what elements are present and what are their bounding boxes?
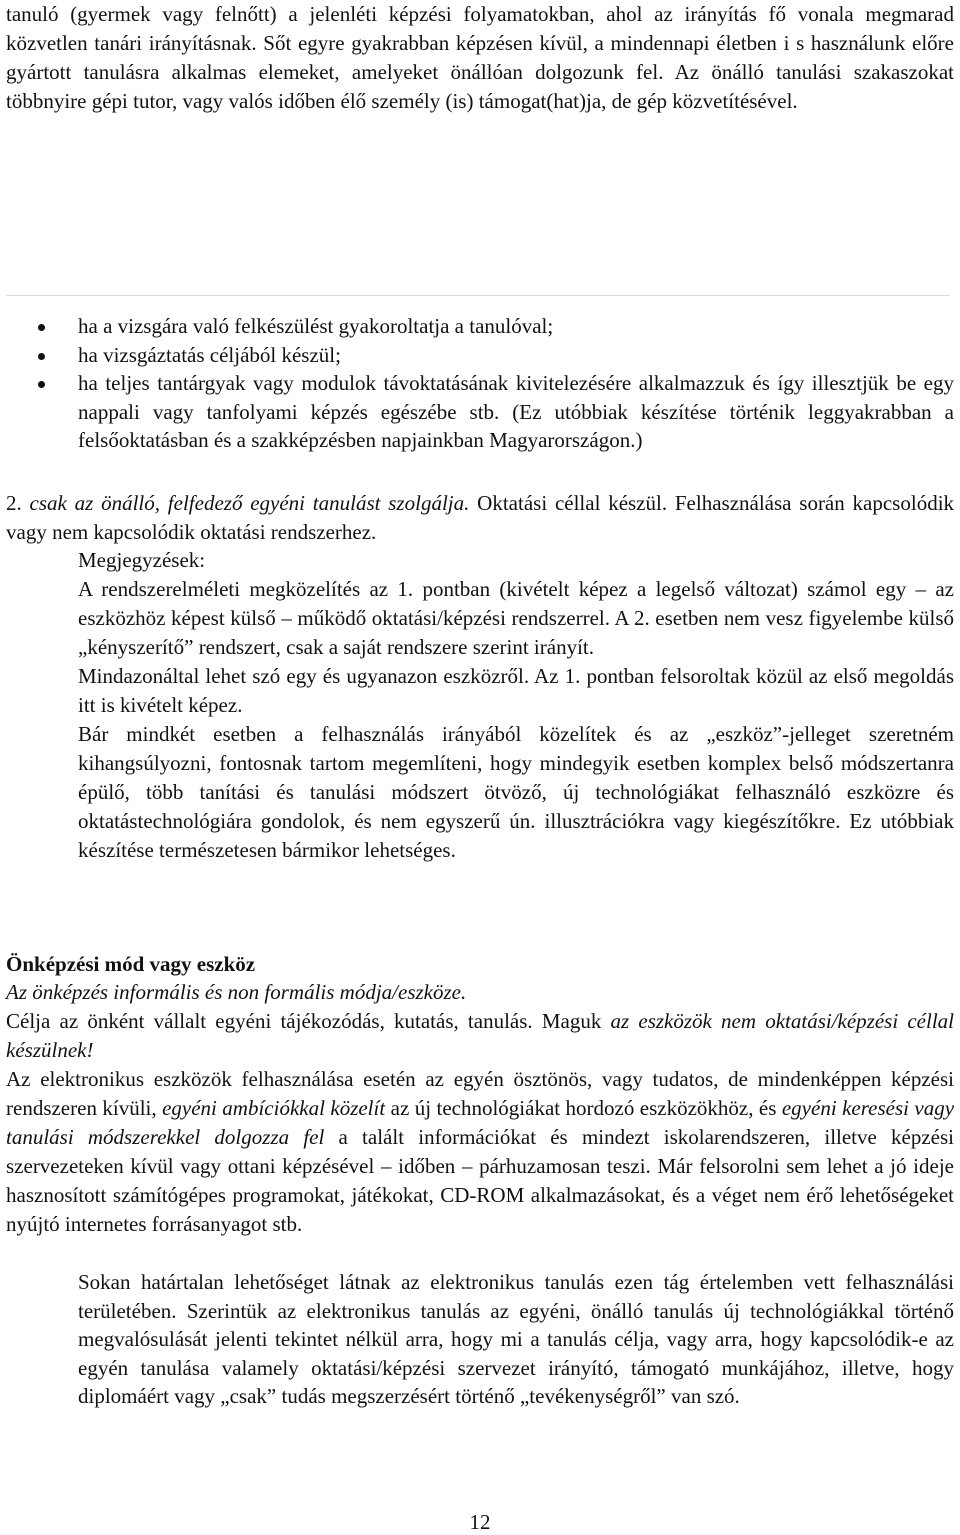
notes-block — [78, 546, 954, 865]
bullet-list — [0, 312, 954, 455]
page-number: 12 — [469, 1510, 491, 1534]
section-2-number: 2. — [6, 491, 22, 515]
self-study-line1: Az önképzés informális és non formális módja/eszköze. — [6, 980, 467, 1004]
intro-paragraph: tanuló (gyermek vagy felnőtt) a jelenléti képzési folyamatokban, ahol az irányítás fő vonala megmarad közvetlen tanári irányításnak. Sőt egyre gyakrabban képzésen kívül, a mindennapi életben i s használunk előre gyártott tanulásra alkalmas elemeket, amelyeket önállóan dolgozunk fel. Az önálló tanulási szakaszokat többnyire gépi tutor, vagy valós időben élő személy (is) támogat(hat)ja, de gép közvetítésével. — [6, 2, 954, 113]
notes-paragraph: Bár mindkét esetben a felhasználás irányából közelítek és az „eszköz”-jelleget szeretném kihangsúlyozni, fontosnak tartom megemlíteni, hogy mindegyik esetben komplex belső módszertanra épülő, több tanítási és tanulási módszert ötvöző, új technológiákat felhasználó eszközre és oktatástechnológiára gondolok, és nem egyszerű ún. illusztrációkra vagy kiegészítőkre. Ez utóbbiak készítése természetesen bármikor lehetséges. — [78, 722, 954, 862]
section-2-paragraph — [6, 489, 954, 546]
section-heading: Önképzési mód vagy eszköz — [6, 952, 256, 976]
notes-paragraph: Mindazonáltal lehet szó egy és ugyanazon eszközről. Az 1. pontban felsoroltak közül az első megoldás itt is kivételt képez. — [78, 664, 954, 717]
notes-paragraph: A rendszerelméleti megközelítés az 1. pontban (kivételt képez a legelső változat) számol egy – az eszközhöz képest külső – működő oktatási/képzési rendszerrel. A 2. esetben nem vesz figyelembe külső „kényszerítő” rendszert, csak a saját rendszere szerint irányít. — [78, 577, 954, 659]
horizontal-divider — [6, 295, 950, 296]
self-study-body — [6, 978, 954, 1239]
notes-label: Megjegyzések: — [78, 548, 206, 572]
section-2-title: csak az önálló, felfedező egyéni tanulást szolgálja. — [29, 491, 470, 515]
bullet-icon — [38, 353, 45, 360]
self-study-line2: Célja az önként vállalt egyéni tájékozódás, kutatás, tanulás. Maguk az eszközök nem oktatási/képzési céllal készülnek! — [6, 1009, 955, 1062]
bullet-item: ha vizsgáztatás céljából készül; — [0, 341, 954, 370]
elearning-paragraph: Sokan határtalan lehetőséget látnak az elektronikus tanulás ezen tág értelemben vett felhasználási területében. Szerintük az elektronikus tanulás az egyéni, önálló tanulás új technológiákkal történő megvalósulását jelenti tekintet nélkül arra, hogy mi a tanulás célja, vagy arra, hogy kapcsolódik-e az egyén tanulása valamely oktatási/képzési szervezet irányító, támogató munkájához, illetve, hogy diplomáért vagy „csak” tudás megszerzésért történő „tevékenységről” van szó. — [78, 1270, 954, 1408]
bullet-item: ha a vizsgára való felkészülést gyakoroltatja a tanulóval; — [0, 312, 954, 341]
self-study-paragraph: Az elektronikus eszközök felhasználása esetén az egyén ösztönös, vagy tudatos, de mindenképpen képzési rendszeren kívüli, egyéni ambíciókkal közelít az új technológiákat hordozó eszközökhöz, és egyéni keresési vagy tanulási módszerekkel dolgozza fel a talált információkat és mindezt iskolarendszeren, illetve képzési szervezeteken kívül vagy ottani képzésével – időben – párhuzamosan teszi. Már felsorolni sem lehet a jó ideje hasznosított számítógépes programokat, játékokat, CD-ROM alkalmazásokat, és a véget nem érő lehetőségeket nyújtó internetes forrásanyagot stb. — [6, 1067, 955, 1236]
bullet-icon — [38, 324, 45, 331]
section-2-text: Oktatási céllal készül. Felhasználása során kapcsolódik vagy nem kapcsolódik oktatási rendszerhez. — [6, 491, 955, 544]
bullet-item: ha teljes tantárgyak vagy modulok távoktatásának kivitelezésére alkalmazzuk és így illesztjük be egy nappali vagy tanfolyami képzés egészébe stb. (Ez utóbbiak készítése történik leggyakrabban a felsőoktatásban és a szakképzésben napjainkban Magyarországon.) — [0, 369, 954, 455]
bullet-icon — [38, 381, 45, 388]
